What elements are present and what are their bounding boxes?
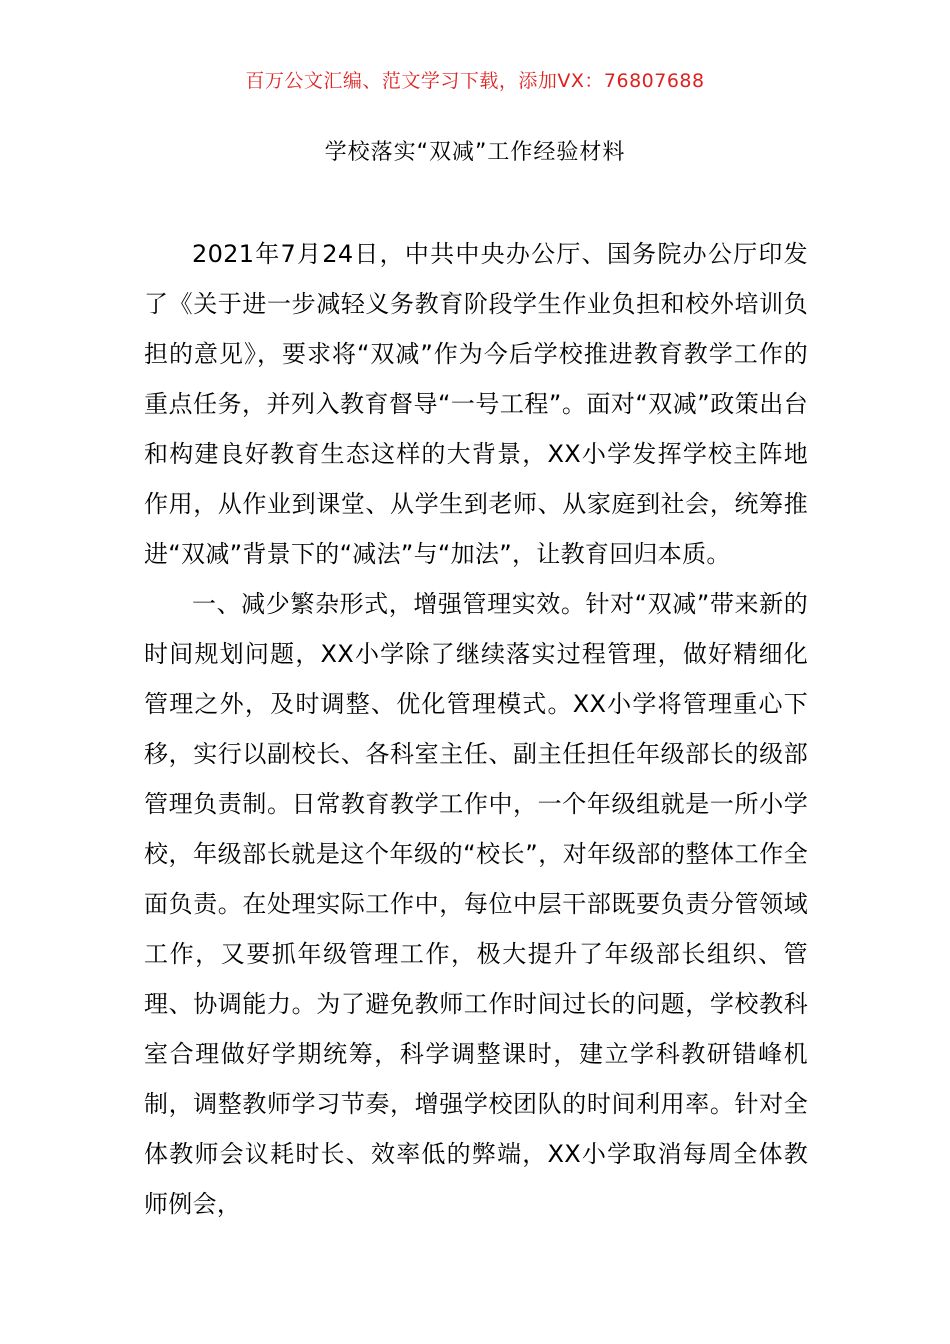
paragraph-section-one: 一、减少繁杂形式，增强管理实效。针对“双减”带来新的时间规划问题，XX小学除了继续落实过程管理，做好精细化管理之外，及时调整、优化管理模式。XX小学将管理重心下移，实行以副校长、各科室主任、副主任担任年级部长的级部管理负责制。日常教育教学工作中，一个年级组就是一所小学校，年级部长就是这个年级的“校长”，对年级部的整体工作全面负责。在处理实际工作中，每位中层干部既要负责分管领域工作，又要抓年级管理工作，极大提升了年级部长组织、管理、协调能力。为了避免教师工作时间过长的问题，学校教科室合理做好学期统筹，科学调整课时，建立学科教研错峰机制，调整教师学习节奏，增强学校团队的时间利用率。针对全体教师会议耗时长、效率低的弊端，XX小学取消每周全体教师例会， <box>144 590 808 1218</box>
document-title: 学校落实“双减”工作经验材料 <box>324 140 626 165</box>
header-note: 百万公文汇编、范文学习下载，添加VX：76807688 <box>245 70 705 92</box>
document-body <box>144 229 808 1229</box>
paragraph-intro: 2021年7月24日，中共中央办公厅、国务院办公厅印发了《关于进一步减轻义务教育阶段学生作业负担和校外培训负担的意见》，要求将“双减”作为今后学校推进教育教学工作的重点任务，并列入教育督导“一号工程”。面对“双减”政策出台和构建良好教育生态这样的大背景，XX小学发挥学校主阵地作用，从作业到课堂、从学生到老师、从家庭到社会，统筹推进“双减”背景下的“减法”与“加法”，让教育回归本质。 <box>144 240 808 568</box>
